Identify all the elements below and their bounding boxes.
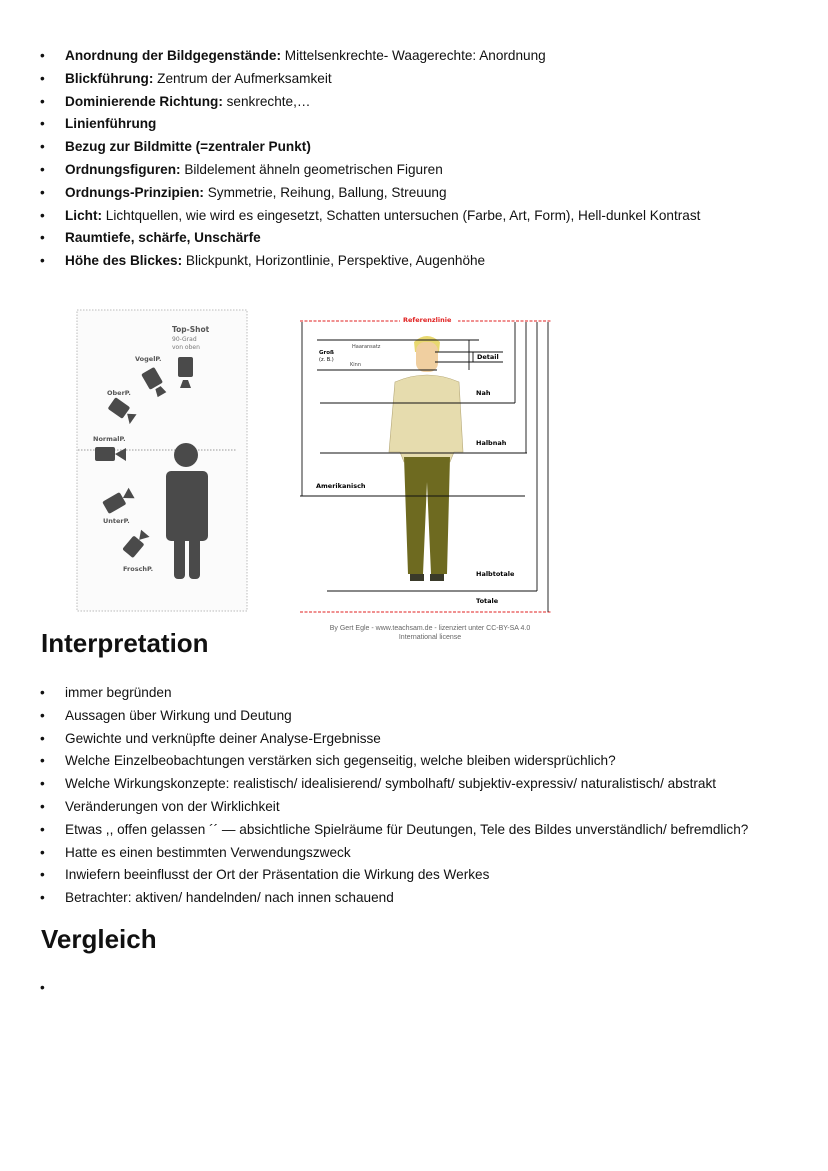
shot-size-figure [297, 312, 555, 616]
list-item [40, 887, 748, 910]
bullet: • [40, 707, 45, 723]
list-item [40, 45, 700, 68]
list-item [40, 113, 700, 136]
list-item [40, 750, 748, 773]
list-item [40, 682, 748, 705]
label-top-shot-sub: von oben [172, 344, 200, 351]
list-item [40, 796, 748, 819]
bullet: • [40, 890, 45, 906]
item-text: Hatte es einen bestimmten Verwendungszweck [65, 844, 351, 860]
bullet: • [40, 70, 45, 86]
bullet: • [40, 685, 45, 700]
list-item [40, 705, 748, 728]
label-kinn: Kinn [350, 362, 362, 368]
list-item [40, 977, 65, 1000]
item-text: senkrechte,… [222, 93, 311, 109]
caption-line: International license [398, 634, 462, 641]
label-normal: NormalP. [93, 435, 126, 443]
item-text: Symmetrie, Reihung, Ballung, Streuung [203, 184, 447, 200]
label-referenzlinie: Referenzlinie [403, 316, 452, 324]
bullet: • [40, 730, 45, 746]
item-term: Höhe des Blickes: [65, 253, 183, 269]
item-text: Betrachter: aktiven/ handelnden/ nach innen schauend [65, 890, 394, 906]
item-text: Welche Wirkungskonzepte: realistisch/ idealisierend/ symbolhaft/ subjektiv-expressiv/ naturalistisch/ abstrakt [65, 776, 717, 792]
label-amerikanisch: Amerikanisch [316, 482, 366, 490]
label-halbnah: Halbnah [476, 439, 507, 447]
bullet: • [40, 161, 45, 177]
item-term: Linienführung [65, 116, 157, 132]
label-top-shot: Top-Shot [172, 325, 210, 334]
list-item [40, 250, 700, 273]
item-text: Etwas ,, offen gelassen ´´ — absichtliche Spielräume für Deutungen, Tele des Bildes unverständlich/ befremdlich? [65, 821, 749, 837]
list-item [40, 842, 748, 865]
bullet: • [40, 207, 45, 223]
list-item [40, 819, 748, 842]
item-term: Dominierende Richtung: [65, 93, 223, 109]
item-term: Anordnung der Bildgegenstände: [65, 48, 281, 63]
list-item [40, 91, 700, 114]
label-gross-sub: (z. B.) [319, 357, 334, 363]
item-term: Blickführung: [65, 70, 154, 86]
label-frosch: FroschP. [123, 565, 154, 573]
label-ober: OberP. [107, 389, 131, 397]
item-text: Veränderungen von der Wirklichkeit [65, 798, 280, 814]
bullet: • [40, 139, 45, 155]
item-text: immer begründen [65, 685, 172, 700]
list-item [40, 136, 700, 159]
bullet: • [40, 867, 45, 883]
figure-caption [300, 624, 560, 642]
man-figure [389, 336, 463, 581]
label-unter: UnterP. [103, 517, 130, 525]
bullet: • [40, 776, 45, 792]
label-totale: Totale [476, 597, 499, 605]
item-text: Blickpunkt, Horizontlinie, Perspektive, Augenhöhe [182, 253, 486, 269]
bullet: • [40, 980, 45, 995]
bullet: • [40, 184, 45, 200]
vergleich-list [40, 977, 65, 1000]
item-term: Raumtiefe, schärfe, Unschärfe [65, 230, 261, 246]
item-term: Bezug zur Bildmitte (=zentraler Punkt) [65, 139, 311, 155]
interpretation-list [40, 682, 748, 910]
bullet: • [40, 821, 45, 837]
label-detail: Detail [477, 353, 499, 361]
bullet: • [40, 93, 45, 109]
camera-perspective-figure [76, 309, 248, 612]
label-haaransatz: Haaransatz [352, 344, 381, 350]
label-vogel: VogelP. [135, 355, 162, 363]
label-halbtotale: Halbtotale [476, 570, 515, 578]
item-text: Inwiefern beeinflusst der Ort der Präsentation die Wirkung des Werkes [65, 867, 490, 883]
list-item [40, 728, 748, 751]
list-item [40, 227, 700, 250]
bullet: • [40, 798, 45, 814]
item-term: Ordnungsfiguren: [65, 161, 181, 177]
heading-interpretation: Interpretation [41, 628, 209, 658]
item-term: Ordnungs-Prinzipien: [65, 184, 204, 200]
bullet: • [40, 253, 45, 269]
list-item [40, 159, 700, 182]
heading-vergleich: Vergleich [41, 924, 157, 954]
item-text: Welche Einzelbeobachtungen verstärken sich gegenseitig, welche bleiben widersprüchlich? [65, 753, 616, 769]
item-text: Zentrum der Aufmerksamkeit [153, 70, 332, 86]
bullet: • [40, 116, 45, 132]
list-item [40, 68, 700, 91]
bullet: • [40, 753, 45, 769]
bullet: • [40, 844, 45, 860]
label-gross: Groß [319, 350, 334, 356]
label-top-shot-sub: 90-Grad [172, 336, 197, 343]
item-text: Bildelement ähneln geometrischen Figuren [180, 161, 443, 177]
item-text: Aussagen über Wirkung und Deutung [65, 707, 292, 723]
analysis-list [40, 45, 700, 273]
list-item [40, 864, 748, 887]
item-text: Mittelsenkrechte- Waagerechte: Anordnung [281, 48, 546, 63]
bullet: • [40, 48, 45, 63]
item-text: Lichtquellen, wie wird es eingesetzt, Schatten untersuchen (Farbe, Art, Form), Hell-dunkel Kontrast [102, 207, 701, 223]
bullet: • [40, 230, 45, 246]
list-item [40, 773, 748, 796]
item-text: Gewichte und verknüpfte deiner Analyse-Ergebnisse [65, 730, 381, 746]
list-item [40, 205, 700, 228]
label-nah: Nah [476, 389, 491, 397]
item-term: Licht: [65, 207, 102, 223]
caption-line: By Gert Egle - www.teachsam.de - lizenziert unter CC-BY-SA 4.0 [329, 625, 531, 632]
list-item [40, 182, 700, 205]
